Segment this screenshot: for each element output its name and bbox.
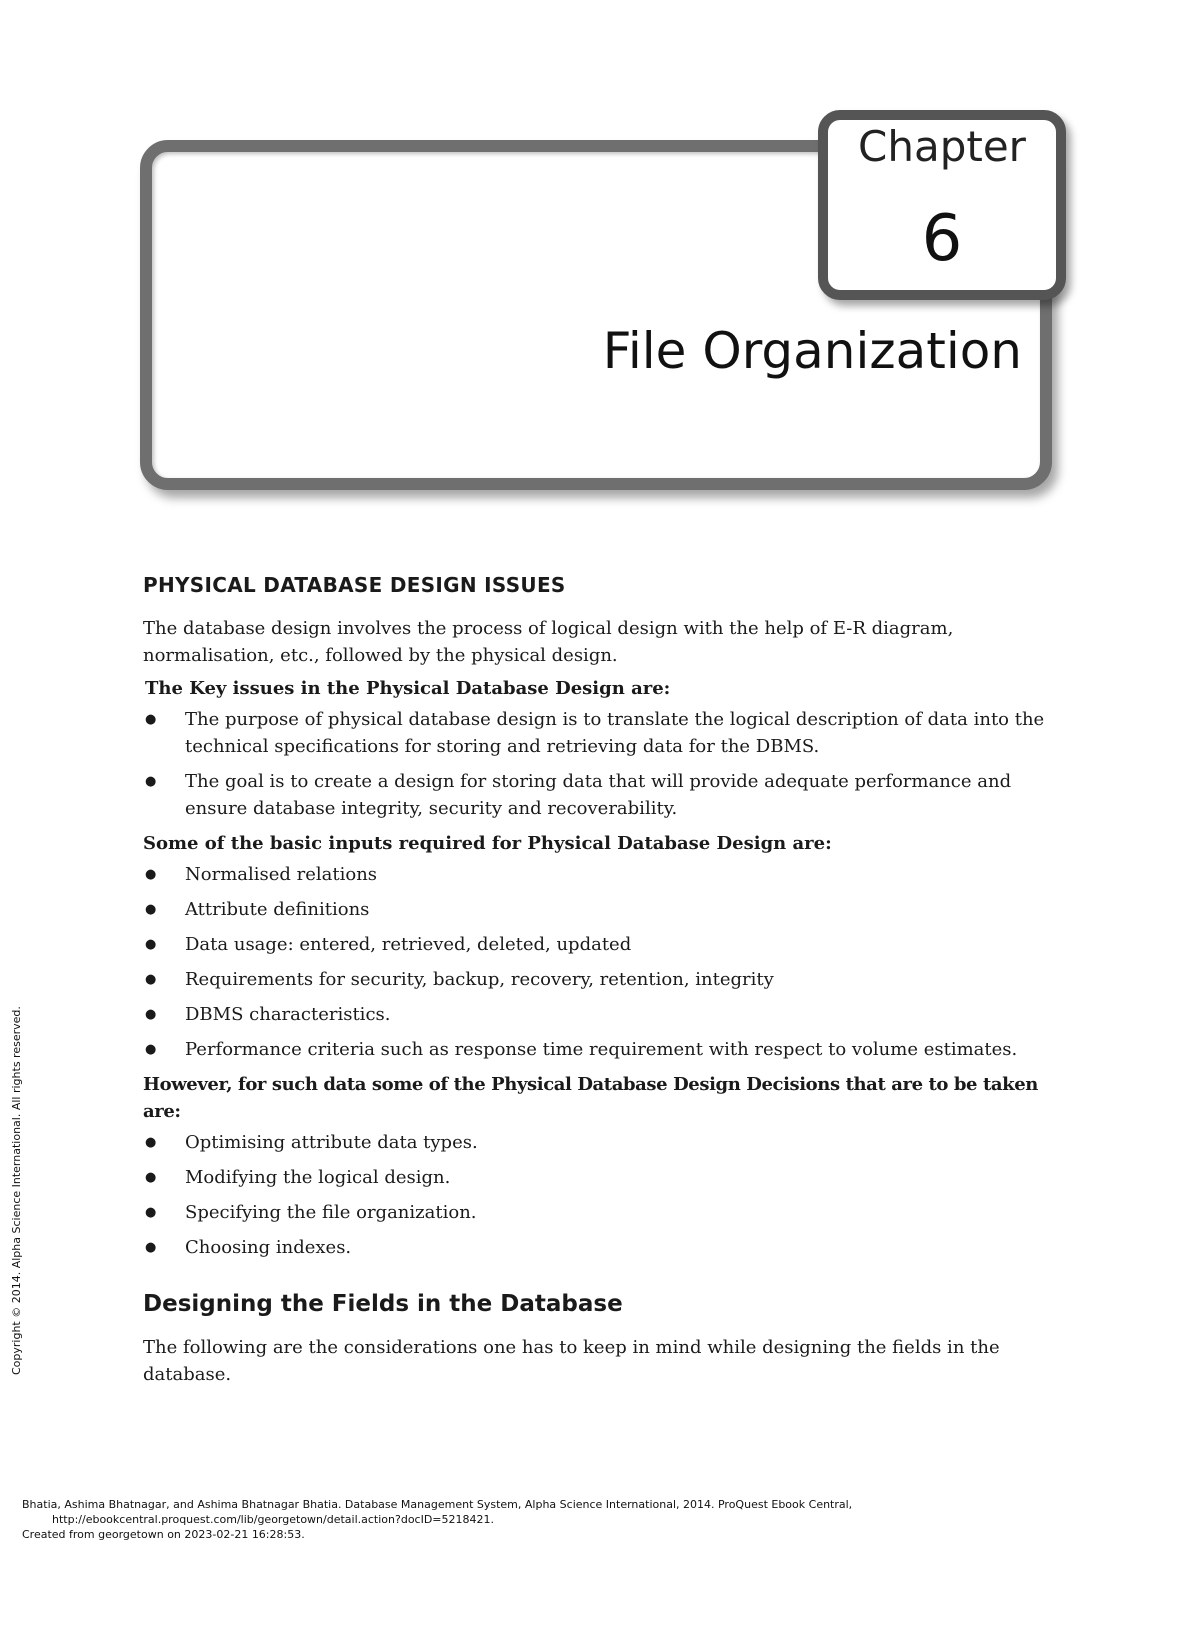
- list-item: ● DBMS characteristics.: [143, 1001, 1063, 1028]
- list-item: ● Choosing indexes.: [143, 1234, 1063, 1261]
- list-item: ● The purpose of physical database design is to translate the logical description of data into the technical specifications for storing and retrieving data for the DBMS.: [143, 706, 1063, 760]
- section-heading: PHYSICAL DATABASE DESIGN ISSUES: [143, 573, 566, 597]
- list-item: ● Performance criteria such as response time requirement with respect to volume estimates.: [143, 1036, 1063, 1063]
- subsection-intro: The following are the considerations one has to keep in mind while designing the fields in the database.: [143, 1337, 1000, 1385]
- citation-line: Bhatia, Ashima Bhatnagar, and Ashima Bhatnagar Bhatia. Database Management System, Alpha Science International, 2014. ProQuest Ebook Central,: [22, 1498, 853, 1511]
- side-copyright: Copyright © 2014. Alpha Science International. All rights reserved.: [10, 1006, 23, 1375]
- list-item: ● Specifying the file organization.: [143, 1199, 1063, 1226]
- key-issues-list: [143, 706, 1063, 822]
- chapter-tab: [818, 110, 1066, 300]
- list-item: ● Normalised relations: [143, 861, 1063, 888]
- citation-url[interactable]: http://ebookcentral.proquest.com/lib/georgetown/detail.action?docID=5218421.: [52, 1513, 495, 1526]
- created-line: Created from georgetown on 2023-02-21 16:28:53.: [22, 1528, 305, 1541]
- decisions-heading: However, for such data some of the Physical Database Design Decisions that are to be taken are:: [143, 1074, 1038, 1122]
- subsection-heading: Designing the Fields in the Database: [143, 1291, 623, 1317]
- list-item: ● Data usage: entered, retrieved, deleted, updated: [143, 931, 1063, 958]
- list-item: ● Attribute definitions: [143, 896, 1063, 923]
- decisions-list: [143, 1129, 1063, 1261]
- chapter-number: 6: [921, 202, 963, 276]
- inputs-heading: Some of the basic inputs required for Physical Database Design are:: [143, 833, 832, 854]
- page-content: [143, 572, 1063, 1394]
- chapter-title: File Organization: [602, 322, 1022, 380]
- section-intro: The database design involves the process of logical design with the help of E-R diagram, normalisation, etc., followed by the physical design.: [143, 618, 954, 666]
- list-item: ● Requirements for security, backup, recovery, retention, integrity: [143, 966, 1063, 993]
- key-issues-heading: The Key issues in the Physical Database Design are:: [145, 678, 671, 699]
- chapter-label: Chapter: [858, 122, 1026, 171]
- list-item: ● Modifying the logical design.: [143, 1164, 1063, 1191]
- list-item: ● The goal is to create a design for storing data that will provide adequate performance and ensure database integrity, security and recoverability.: [143, 768, 1063, 822]
- list-item: ● Optimising attribute data types.: [143, 1129, 1063, 1156]
- citation-footer: [22, 1497, 1022, 1542]
- inputs-list: [143, 861, 1063, 1063]
